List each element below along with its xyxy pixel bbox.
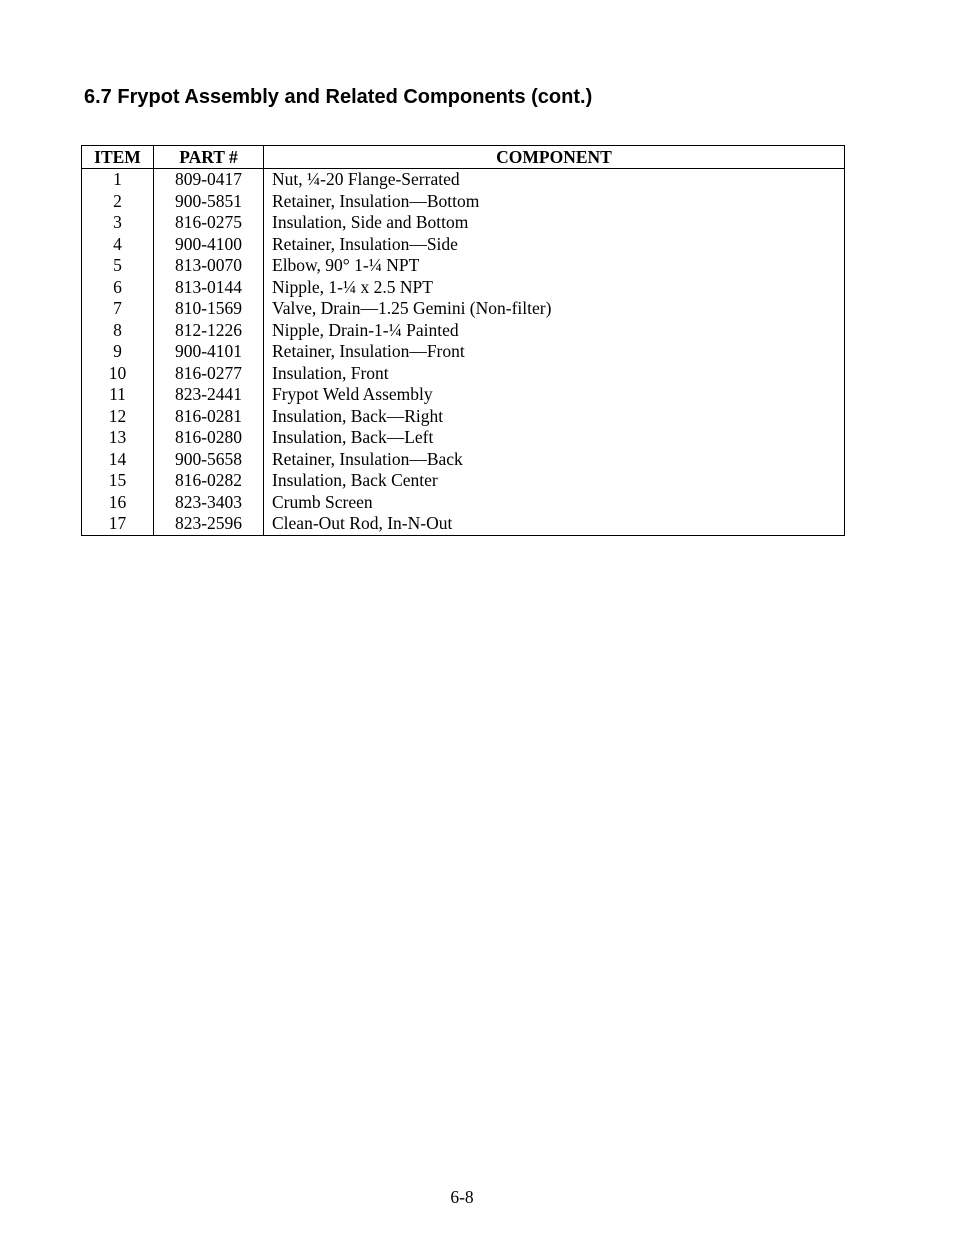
component-cell: Clean-Out Rod, In-N-Out — [264, 513, 845, 535]
part-number-cell: 816-0281 — [154, 406, 264, 428]
item-number-cell: 1 — [82, 169, 154, 191]
part-number-cell: 900-5658 — [154, 449, 264, 471]
item-number-cell: 9 — [82, 341, 154, 363]
table-row — [82, 169, 845, 191]
table-row — [82, 234, 845, 256]
item-number-cell: 2 — [82, 191, 154, 213]
component-cell: Nipple, 1-¼ x 2.5 NPT — [264, 277, 845, 299]
part-number-cell: 900-4101 — [154, 341, 264, 363]
table-row — [82, 492, 845, 514]
item-number-cell: 17 — [82, 513, 154, 535]
component-cell: Insulation, Back—Right — [264, 406, 845, 428]
part-number-cell: 813-0070 — [154, 255, 264, 277]
table-row — [82, 277, 845, 299]
table-row — [82, 449, 845, 471]
table-row — [82, 298, 845, 320]
component-cell: Insulation, Back Center — [264, 470, 845, 492]
part-number-cell: 823-2441 — [154, 384, 264, 406]
item-number-cell: 13 — [82, 427, 154, 449]
item-number-cell: 11 — [82, 384, 154, 406]
column-header-part-number: PART # — [154, 146, 264, 169]
part-number-cell: 810-1569 — [154, 298, 264, 320]
part-number-cell: 816-0282 — [154, 470, 264, 492]
table-row — [82, 212, 845, 234]
table-header-row — [82, 146, 845, 169]
column-header-item: ITEM — [82, 146, 154, 169]
part-number-cell: 816-0277 — [154, 363, 264, 385]
table-row — [82, 406, 845, 428]
page-number: 6-8 — [450, 1187, 474, 1207]
part-number-cell: 813-0144 — [154, 277, 264, 299]
part-number-cell: 823-2596 — [154, 513, 264, 535]
part-number-cell: 816-0275 — [154, 212, 264, 234]
component-cell: Nut, ¼-20 Flange-Serrated — [264, 169, 845, 191]
page-title: 6.7 Frypot Assembly and Related Components (cont.) — [84, 86, 593, 108]
part-number-cell: 900-4100 — [154, 234, 264, 256]
component-cell: Crumb Screen — [264, 492, 845, 514]
item-number-cell: 16 — [82, 492, 154, 514]
table-row — [82, 363, 845, 385]
table-row — [82, 341, 845, 363]
item-number-cell: 8 — [82, 320, 154, 342]
item-number-cell: 14 — [82, 449, 154, 471]
item-number-cell: 4 — [82, 234, 154, 256]
column-header-component: COMPONENT — [264, 146, 845, 169]
part-number-cell: 816-0280 — [154, 427, 264, 449]
table-row — [82, 513, 845, 535]
component-cell: Frypot Weld Assembly — [264, 384, 845, 406]
table-row — [82, 427, 845, 449]
item-number-cell: 5 — [82, 255, 154, 277]
component-cell: Nipple, Drain-1-¼ Painted — [264, 320, 845, 342]
item-number-cell: 10 — [82, 363, 154, 385]
table-row — [82, 384, 845, 406]
component-cell: Retainer, Insulation—Bottom — [264, 191, 845, 213]
component-cell: Retainer, Insulation—Front — [264, 341, 845, 363]
item-number-cell: 6 — [82, 277, 154, 299]
item-number-cell: 7 — [82, 298, 154, 320]
table-row — [82, 470, 845, 492]
part-number-cell: 900-5851 — [154, 191, 264, 213]
component-cell: Retainer, Insulation—Side — [264, 234, 845, 256]
table-row — [82, 320, 845, 342]
table-row — [82, 255, 845, 277]
table-row — [82, 191, 845, 213]
item-number-cell: 15 — [82, 470, 154, 492]
component-cell: Insulation, Side and Bottom — [264, 212, 845, 234]
part-number-cell: 823-3403 — [154, 492, 264, 514]
component-cell: Insulation, Back—Left — [264, 427, 845, 449]
item-number-cell: 3 — [82, 212, 154, 234]
part-number-cell: 809-0417 — [154, 169, 264, 191]
component-cell: Retainer, Insulation—Back — [264, 449, 845, 471]
component-cell: Elbow, 90° 1-¼ NPT — [264, 255, 845, 277]
part-number-cell: 812-1226 — [154, 320, 264, 342]
item-number-cell: 12 — [82, 406, 154, 428]
parts-table — [81, 145, 845, 536]
component-cell: Insulation, Front — [264, 363, 845, 385]
component-cell: Valve, Drain—1.25 Gemini (Non-filter) — [264, 298, 845, 320]
